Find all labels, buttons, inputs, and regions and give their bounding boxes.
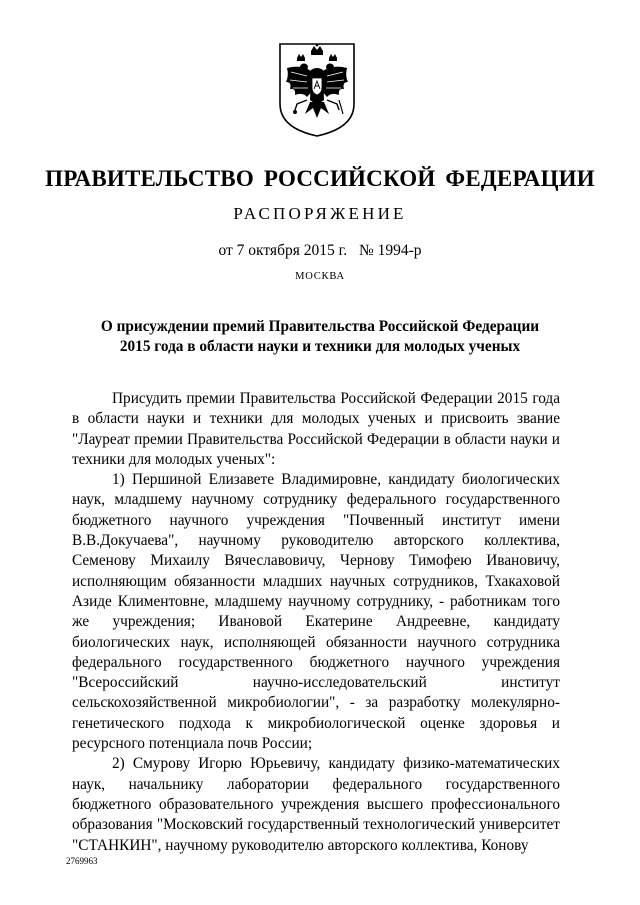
document-number: № 1994-р xyxy=(358,242,422,259)
document-date: от 7 октября 2015 г. xyxy=(218,242,348,259)
paragraph-item-2: 2) Смурову Игорю Юрьевичу, кандидату физико-математических наук, начальнику лаборатории федерального государственного бюджетного образовательного учреждения высшего профессионального образования "Московский государственный технологический университет "СТАНКИН", научному руководителю авторского коллектива, Конову xyxy=(72,755,560,854)
document-type: РАСПОРЯЖЕНИЕ xyxy=(233,204,407,223)
subject-line-1: О присуждении премий Правительства Российской Федерации xyxy=(100,318,540,335)
paragraph-item-1: 1) Першиной Елизавете Владимировне, кандидату биологических наук, младшему научному сотруднику федерального государственного бюджетного научного учреждения "Почвенный институт имени В.В.Докучаева", научному руководителю авторского коллектива, Семенову Михаилу Вячеславовичу, Чернову Тимофею Ивановичу, исполняющим обязанности младших научных сотрудников, Тхакаховой Азиде Климентовне, младшему научному сотруднику, - работникам того же учреждения; Ивановой Екатерине Андреевне, кандидату биологических наук, исполняющей обязанности научного сотрудника федерального государственного бюджетного научного учреждения "Всероссийский научно-исследовательский институт сельскохозяйственной микробиологии", - за разработку молекулярно-генетического подхода к микробиологической оценке здоровья и ресурсного потенциала почв России; xyxy=(72,471,560,753)
city: МОСКВА xyxy=(295,271,345,282)
paragraph-intro: Присудить премии Правительства Российской Федерации 2015 года в области науки и техники для молодых ученых и присвоить звание "Лауреат премии Правительства Российской Федерации в области науки и техники для молодых ученых": xyxy=(72,390,560,468)
subject-heading xyxy=(90,317,550,357)
subject-line-2: 2015 года в области науки и техники для молодых ученых xyxy=(119,338,521,355)
document-body xyxy=(72,389,560,856)
document-code: 2769963 xyxy=(66,856,98,866)
coat-of-arms-icon xyxy=(277,42,357,138)
date-line xyxy=(0,242,640,260)
government-title: ПРАВИТЕЛЬСТВО РОССИЙСКОЙ ФЕДЕРАЦИИ xyxy=(45,166,595,191)
